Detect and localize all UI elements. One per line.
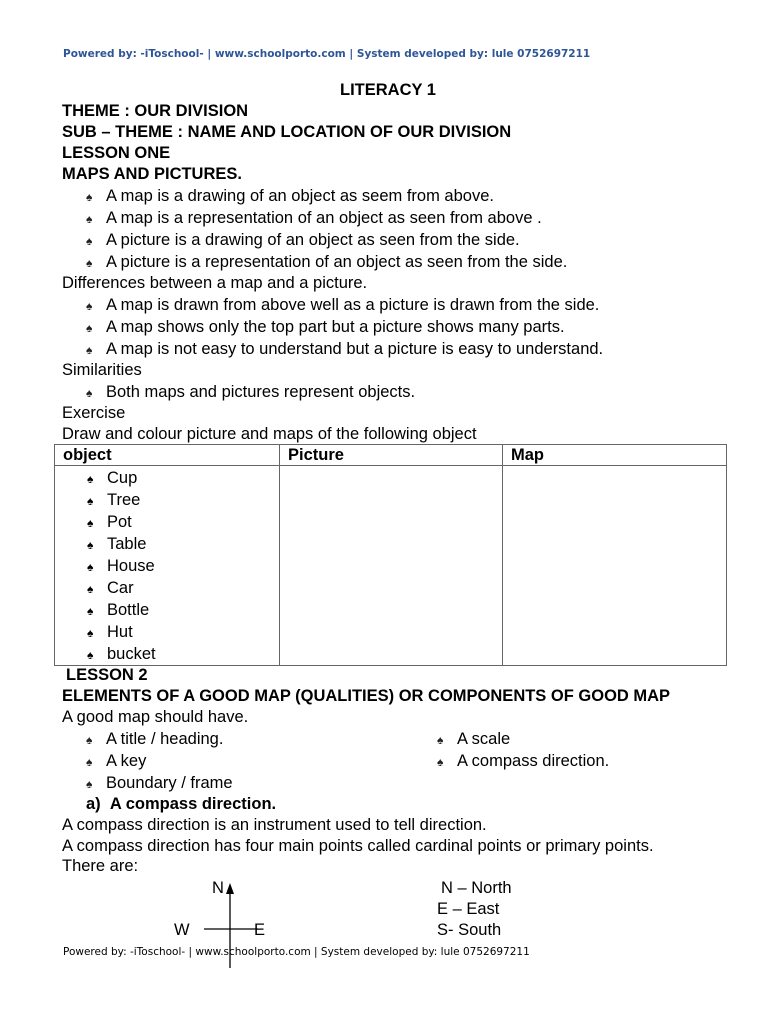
list-item: ♠ bucket (87, 643, 279, 665)
lesson-two-heading: LESSON 2 (66, 666, 148, 684)
list-item: ♠ Both maps and pictures represent objects. (86, 382, 415, 404)
spade-bullet-icon: ♠ (87, 538, 94, 552)
list-item: ♠ A map is a representation of an object as seen from above . (86, 208, 542, 230)
spade-bullet-icon: ♠ (86, 777, 93, 791)
column-header-map: Map (503, 445, 727, 466)
spade-bullet-icon: ♠ (87, 604, 94, 618)
spade-bullet-icon: ♠ (86, 234, 93, 248)
there-are-label: There are: (62, 857, 139, 875)
spade-bullet-icon: ♠ (86, 321, 93, 335)
compass-east-label: E (254, 921, 266, 939)
list-item: ♠ A key (86, 751, 146, 773)
lesson-one-heading: LESSON ONE (62, 144, 171, 162)
good-map-intro: A good map should have. (62, 708, 249, 726)
spade-bullet-icon: ♠ (86, 755, 93, 769)
spade-bullet-icon: ♠ (87, 626, 94, 640)
cardinal-point-east: E – East (437, 900, 500, 918)
list-item: ♠ Pot (87, 511, 279, 533)
column-header-picture: Picture (280, 445, 503, 466)
list-item: ♠ A compass direction. (437, 751, 609, 773)
cardinal-point-south: S- South (437, 921, 502, 939)
spade-bullet-icon: ♠ (86, 190, 93, 204)
list-item: ♠ A title / heading. (86, 729, 223, 751)
list-item: ♠ Boundary / frame (86, 773, 233, 795)
similarities-heading: Similarities (62, 361, 142, 379)
spade-bullet-icon: ♠ (86, 299, 93, 313)
exercise-heading: Exercise (62, 404, 126, 422)
list-item: ♠ House (87, 555, 279, 577)
compass-definition-2: A compass direction has four main points called cardinal points or primary points. (62, 837, 654, 855)
theme-heading: THEME : OUR DIVISION (62, 102, 249, 120)
sub-theme-heading: SUB – THEME : NAME AND LOCATION OF OUR DIVISION (62, 123, 512, 141)
page-footer: Powered by: -iToschool- | www.schoolporto.com | System developed by: lule 0752697211 (63, 946, 530, 958)
list-item: ♠ A scale (437, 729, 510, 751)
compass-arrow-icon (226, 883, 234, 894)
page-header: Powered by: -iToschool- | www.schoolporto.com | System developed by: lule 0752697211 (63, 48, 591, 60)
document-title: LITERACY 1 (340, 81, 436, 99)
column-header-object: object (55, 445, 280, 466)
list-item: ♠ Tree (87, 489, 279, 511)
spade-bullet-icon: ♠ (87, 494, 94, 508)
compass-definition-1: A compass direction is an instrument used to tell direction. (62, 816, 487, 834)
spade-bullet-icon: ♠ (87, 560, 94, 574)
list-item: ♠ A map is a drawing of an object as seem from above. (86, 186, 494, 208)
list-item: ♠ Cup (87, 467, 279, 489)
spade-bullet-icon: ♠ (437, 733, 444, 747)
spade-bullet-icon: ♠ (87, 582, 94, 596)
spade-bullet-icon: ♠ (437, 755, 444, 769)
elements-heading: ELEMENTS OF A GOOD MAP (QUALITIES) OR COMPONENTS OF GOOD MAP (62, 687, 671, 705)
picture-cell (280, 466, 503, 666)
object-cell (55, 466, 280, 666)
spade-bullet-icon: ♠ (87, 648, 94, 662)
differences-heading: Differences between a map and a picture. (62, 274, 368, 292)
map-cell (503, 466, 727, 666)
list-item: ♠ Hut (87, 621, 279, 643)
exercise-table (54, 444, 727, 666)
compass-north-label: N (212, 879, 224, 897)
cardinal-point-north: N – North (441, 879, 512, 897)
list-item: ♠ A map is drawn from above well as a picture is drawn from the side. (86, 295, 599, 317)
exercise-instruction: Draw and colour picture and maps of the following object (62, 425, 477, 443)
list-item: ♠ A picture is a drawing of an object as seen from the side. (86, 230, 520, 252)
compass-west-label: W (174, 921, 190, 939)
list-item: ♠ Car (87, 577, 279, 599)
spade-bullet-icon: ♠ (87, 472, 94, 486)
spade-bullet-icon: ♠ (86, 212, 93, 226)
spade-bullet-icon: ♠ (86, 386, 93, 400)
list-item: ♠ A map shows only the top part but a picture shows many parts. (86, 317, 565, 339)
list-item: ♠ Table (87, 533, 279, 555)
list-item: ♠ A picture is a representation of an object as seen from the side. (86, 252, 567, 274)
spade-bullet-icon: ♠ (87, 516, 94, 530)
spade-bullet-icon: ♠ (86, 343, 93, 357)
table-row (55, 466, 727, 666)
spade-bullet-icon: ♠ (86, 256, 93, 270)
spade-bullet-icon: ♠ (86, 733, 93, 747)
table-header-row (55, 445, 727, 466)
list-item: ♠ Bottle (87, 599, 279, 621)
compass-heading: a) A compass direction. (86, 795, 277, 813)
list-item: ♠ A map is not easy to understand but a picture is easy to understand. (86, 339, 603, 361)
maps-pictures-heading: MAPS AND PICTURES. (62, 165, 242, 183)
object-list (55, 466, 279, 665)
